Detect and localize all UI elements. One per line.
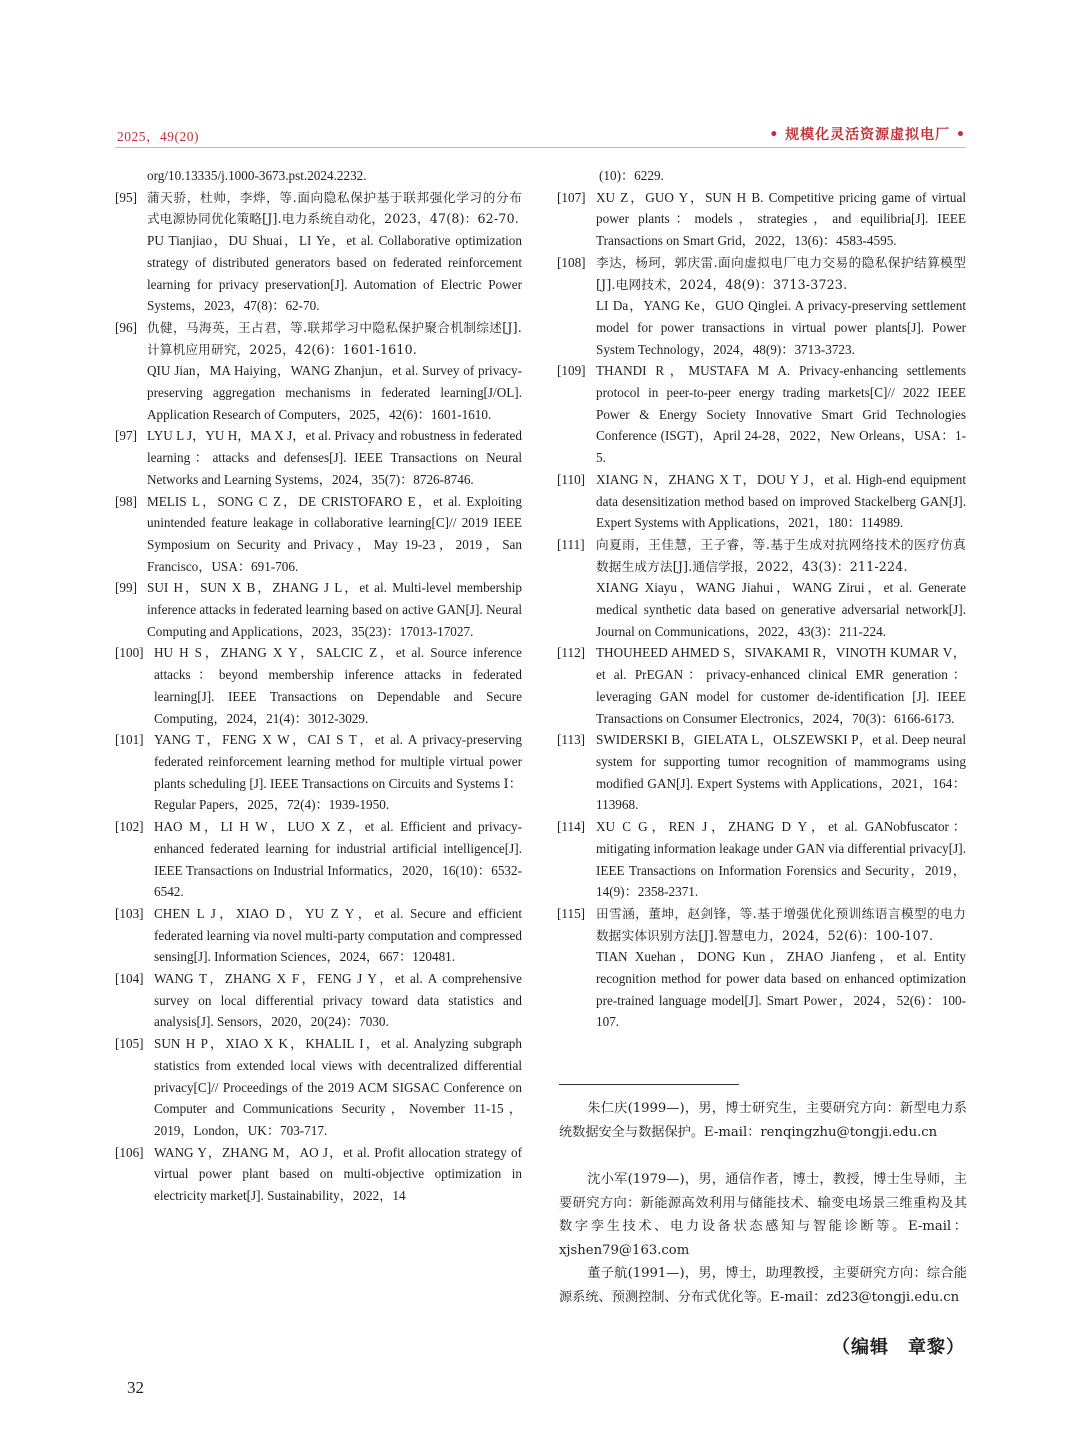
reference-96: [96] 仇健，马海英，王占君，等.联邦学习中隐私保护聚合机制综述[J].计算机应用研究，2025，42(6)：1601-1610. QIU Jian，MA Haiying，WANG Zhanjun，et al. Survey of privacy-preserving aggregation mechanisms in federated learning[J/OL]. Application Research of Computers，2025，42(6)：1601-1610.	[115, 319, 522, 422]
continued-reference: (10)：6229.	[599, 168, 664, 183]
reference-99: [99] SUI H，SUN X B，ZHANG J L，et al. Multi-level membership inference attacks in federated learning based on active GAN[J]. Neural Computing and Applications，2023，35(23)：17013-17027.	[115, 580, 522, 639]
editor-credit: （编辑 章黎）	[832, 1337, 965, 1358]
reference-114: [114] XU C G，REN J，ZHANG D Y，et al. GANobfuscator：mitigating information leakage under GAN via differential privacy[J]. IEEE Transactions on Information Forensics and Security，2019，14(9)：2358-2371.	[557, 819, 966, 900]
journal-issue: 2025，49(20)	[117, 129, 199, 144]
reference-103: [103] CHEN L J，XIAO D，YU Z Y，et al. Secure and efficient federated learning via novel multi-party computation and compressed sensing[J]. Information Sciences，2024，667：120481.	[115, 905, 522, 965]
continued-reference: org/10.13335/j.1000-3673.pst.2024.2232.	[147, 168, 367, 183]
reference-109: [109] THANDI R，MUSTAFA M A. Privacy-enhancing settlements protocol in peer-to-peer energy trading markets[C]// 2022 IEEE Power & Energy Society Innovative Smart Grid Technologies Conference (ISGT)，April 24-28，2022，New Orleans，USA：1-5.	[557, 363, 966, 466]
reference-97: [97] LYU L J，YU H，MA X J，et al. Privacy and robustness in federated learning：attacks and defenses[J]. IEEE Transactions on Neural Networks and Learning Systems，2024，35(7)：8726-8746.	[115, 428, 522, 487]
reference-98: [98] MELIS L，SONG C Z，DE CRISTOFARO E，et al. Exploiting unintended feature leakage in collaborative learning[C]// 2019 IEEE Symposium on Security and Privacy，May 19-23，2019，San Francisco，USA：691-706.	[115, 493, 522, 574]
reference-100: [100] HU H S，ZHANG X Y，SALCIC Z，et al. Source inference attacks：beyond membership inference attacks in federated learning[J]. IEEE Transactions on Dependable and Secure Computing，2024，21(4)：3012-3029.	[115, 645, 522, 726]
reference-113: [113] SWIDERSKI B，GIELATA L，OLSZEWSKI P，et al. Deep neural system for supporting tumor recognition of mammograms using modified GAN[J]. Expert Systems with Applications，2021，164：113968.	[557, 732, 966, 813]
reference-112: [112] THOUHEED AHMED S，SIVAKAMI R，VINOTH KUMAR V，et al. PrEGAN：privacy-enhanced clinical EMR generation：leveraging GAN model for customer de-identification [J]. IEEE Transactions on Consumer Electronics，2024，70(3)：6166-6173.	[557, 645, 966, 726]
section-title: • 规模化灵活资源虚拟电厂 •	[769, 127, 966, 143]
right-column	[557, 165, 966, 1033]
footnote-divider	[559, 1084, 739, 1085]
reference-95: [95] 蒲天骄，杜帅，李烨，等.面向隐私保护基于联邦强化学习的分布式电源协同优化策略[J].电力系统自动化，2023，47(8)：62-70. PU Tianjiao，DU Shuai，LI Ye，et al. Collaborative optimization strategy of distributed generators based on federated reinforcement learning for privacy preservation[J]. Automation of Electric Power Systems，2023，47(8)：62-70.	[115, 189, 522, 314]
author-bio-1: 朱仁庆(1999—)，男，博士研究生，主要研究方向：新型电力系统数据安全与数据保护。E-mail：renqingzhu@tongji.edu.cn	[559, 1101, 967, 1140]
reference-115: [115] 田雪涵，董坤，赵剑锋，等.基于增强优化预训练语言模型的电力数据实体识别方法[J].智慧电力，2024，52(6)：100-107. TIAN Xuehan，DONG Kun，ZHAO Jianfeng，et al. Entity recognition method for power data based on enhanced optimization pre-trained language model[J]. Smart Power，2024，52(6)：100-107.	[557, 905, 966, 1030]
reference-107: [107] XU Z，GUO Y，SUN H B. Competitive pricing game of virtual power plants：models，strategies，and equilibria[J]. IEEE Transactions on Smart Grid，2022，13(6)：4583-4595.	[557, 189, 966, 249]
reference-108: [108] 李达，杨珂，郭庆雷.面向虚拟电厂电力交易的隐私保护结算模型[J].电网技术，2024，48(9)：3713-3723. LI Da，YANG Ke，GUO Qinglei. A privacy-preserving settlement model for power transactions in virtual power plants[J]. Power System Technology，2024，48(9)：3713-3723.	[557, 254, 966, 357]
reference-106: [106] WANG Y，ZHANG M，AO J，et al. Profit allocation strategy of virtual power plant based on multi-objective optimization in electricity market[J]. Sustainability，2022，14	[115, 1144, 522, 1204]
author-bio-2: 沈小军(1979—)，男，通信作者，博士，教授，博士生导师，主要研究方向：新能源高效利用与储能技术、输变电场景三维重构及其数字孪生技术、电力设备状态感知与智能诊断等。E-mail：xjshen79@163.com	[559, 1172, 967, 1258]
page-number: 32	[127, 1378, 144, 1397]
reference-111: [111] 向夏雨，王佳慧，王子睿，等.基于生成对抗网络技术的医疗仿真数据生成方法[J].通信学报，2022，43(3)：211-224. XIANG Xiayu，WANG Jiahui，WANG Zirui，et al. Generate medical synthetic data based on generative adversarial network[J]. Journal on Communications，2022，43(3)：211-224.	[557, 536, 966, 639]
author-bio-3: 董子航(1991—)，男，博士，助理教授，主要研究方向：综合能源系统、预测控制、分布式优化等。E-mail：zd23@tongji.edu.cn	[559, 1266, 967, 1305]
reference-110: [110] XIANG N，ZHANG X T，DOU Y J，et al. High-end equipment data desensitization method based on improved Stackelberg GAN[J]. Expert Systems with Applications，2021，180：114989.	[557, 471, 966, 531]
left-column	[115, 165, 522, 1207]
header-divider	[115, 147, 966, 148]
reference-104: [104] WANG T，ZHANG X F，FENG J Y，et al. A comprehensive survey on local differential privacy toward data statistics and analysis[J]. Sensors，2020，20(24)：7030.	[115, 971, 522, 1030]
reference-101: [101] YANG T，FENG X W，CAI S T，et al. A privacy-preserving federated reinforcement learning method for multiple virtual power plants scheduling [J]. IEEE Transactions on Circuits and Systems Ⅰ：Regular Papers，2025，72(4)：1939-1950.	[115, 732, 522, 813]
reference-102: [102] HAO M，LI H W，LUO X Z，et al. Efficient and privacy-enhanced federated learning for industrial artificial intelligence[J]. IEEE Transactions on Industrial Informatics，2020，16(10)：6532-6542.	[115, 819, 522, 900]
reference-105: [105] SUN H P，XIAO X K，KHALIL I，et al. Analyzing subgraph statistics from extended local views with decentralized differential privacy[C]// Proceedings of the 2019 ACM SIGSAC Conference on Computer and Communications Security，November 11-15，2019，London，UK：703-717.	[115, 1036, 522, 1138]
